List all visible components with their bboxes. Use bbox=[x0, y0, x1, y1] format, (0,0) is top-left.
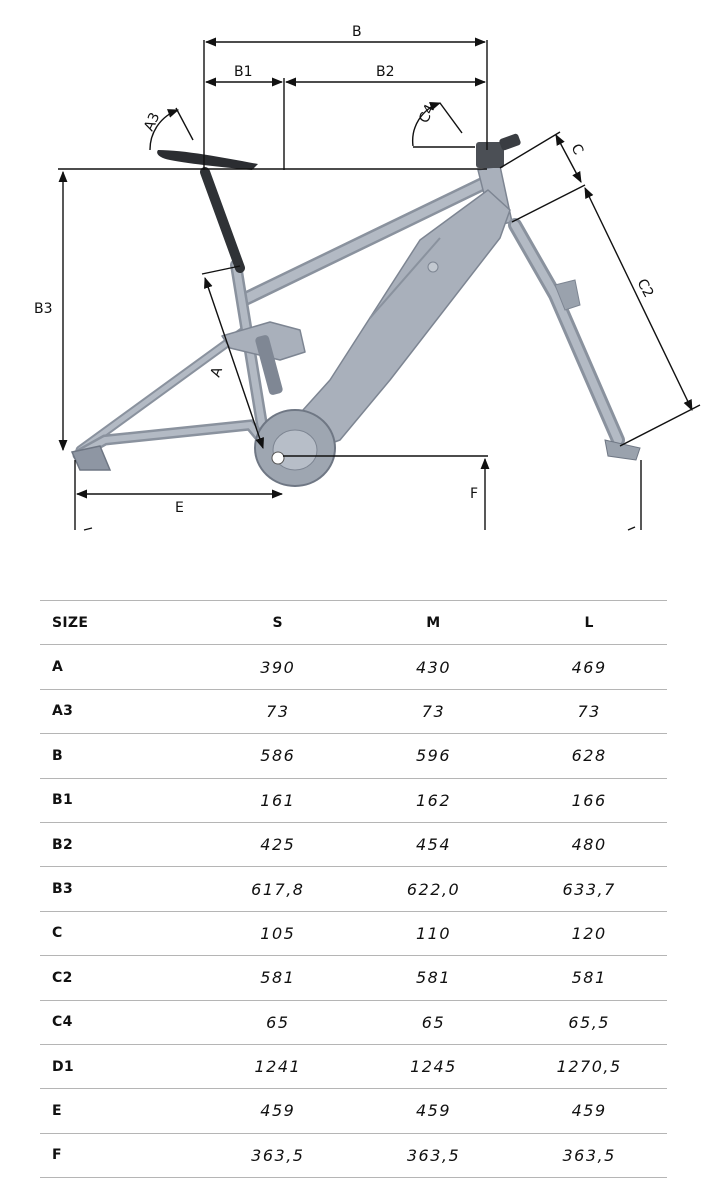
cell-s: 617,8 bbox=[200, 867, 356, 911]
cell-m: 363,5 bbox=[356, 1133, 512, 1177]
table-row bbox=[40, 911, 667, 955]
cell-m: 162 bbox=[356, 778, 512, 822]
table-row bbox=[40, 1089, 667, 1133]
cell-l: 469 bbox=[511, 645, 667, 689]
cell-l: 65,5 bbox=[511, 1000, 667, 1044]
row-label: B2 bbox=[40, 822, 200, 866]
label-b1: B1 bbox=[234, 64, 253, 80]
cell-l: 120 bbox=[511, 911, 667, 955]
label-e: E bbox=[175, 500, 184, 516]
cell-s: 105 bbox=[200, 911, 356, 955]
row-label: A bbox=[40, 645, 200, 689]
cell-l: 459 bbox=[511, 1089, 667, 1133]
cell-l: 581 bbox=[511, 956, 667, 1000]
cell-m: 1245 bbox=[356, 1044, 512, 1088]
table-row bbox=[40, 867, 667, 911]
label-c4: C4 bbox=[416, 101, 439, 126]
label-a: A bbox=[207, 364, 227, 380]
label-b: B bbox=[352, 24, 362, 40]
row-label: E bbox=[40, 1089, 200, 1133]
cell-l: 628 bbox=[511, 734, 667, 778]
row-label: A3 bbox=[40, 689, 200, 733]
cell-s: 65 bbox=[200, 1000, 356, 1044]
cell-m: 596 bbox=[356, 734, 512, 778]
cell-s: 581 bbox=[200, 956, 356, 1000]
row-label: B3 bbox=[40, 867, 200, 911]
cell-m: 622,0 bbox=[356, 867, 512, 911]
bike-geometry-diagram bbox=[0, 0, 706, 560]
cell-s: 425 bbox=[200, 822, 356, 866]
label-c: C bbox=[567, 141, 587, 158]
cell-m: 454 bbox=[356, 822, 512, 866]
cell-s: 73 bbox=[200, 689, 356, 733]
table-header-row bbox=[40, 601, 667, 645]
cell-l: 633,7 bbox=[511, 867, 667, 911]
row-label: F bbox=[40, 1133, 200, 1177]
row-label: B1 bbox=[40, 778, 200, 822]
cell-l: 480 bbox=[511, 822, 667, 866]
cell-m: 110 bbox=[356, 911, 512, 955]
row-label: C2 bbox=[40, 956, 200, 1000]
table-row bbox=[40, 689, 667, 733]
header-s: S bbox=[200, 601, 356, 645]
cell-s: 161 bbox=[200, 778, 356, 822]
table-row bbox=[40, 1044, 667, 1088]
label-b3: B3 bbox=[34, 301, 53, 317]
table-row bbox=[40, 645, 667, 689]
cell-s: 390 bbox=[200, 645, 356, 689]
table-row bbox=[40, 1000, 667, 1044]
row-label: C bbox=[40, 911, 200, 955]
label-c2: C2 bbox=[633, 276, 657, 301]
table-row bbox=[40, 734, 667, 778]
header-size: SIZE bbox=[40, 601, 200, 645]
row-label: D1 bbox=[40, 1044, 200, 1088]
table-row bbox=[40, 822, 667, 866]
cell-s: 363,5 bbox=[200, 1133, 356, 1177]
cell-m: 65 bbox=[356, 1000, 512, 1044]
cell-m: 459 bbox=[356, 1089, 512, 1133]
row-label: B bbox=[40, 734, 200, 778]
cell-m: 430 bbox=[356, 645, 512, 689]
cell-s: 586 bbox=[200, 734, 356, 778]
geometry-table bbox=[40, 600, 667, 1178]
table-row bbox=[40, 1133, 667, 1177]
cell-m: 73 bbox=[356, 689, 512, 733]
table-row bbox=[40, 778, 667, 822]
bike-frame-illustration bbox=[72, 133, 640, 486]
cell-l: 1270,5 bbox=[511, 1044, 667, 1088]
table-row bbox=[40, 956, 667, 1000]
label-f: F bbox=[470, 486, 479, 502]
cell-m: 581 bbox=[356, 956, 512, 1000]
cell-s: 459 bbox=[200, 1089, 356, 1133]
header-m: M bbox=[356, 601, 512, 645]
header-l: L bbox=[511, 601, 667, 645]
cell-l: 73 bbox=[511, 689, 667, 733]
cell-s: 1241 bbox=[200, 1044, 356, 1088]
row-label: C4 bbox=[40, 1000, 200, 1044]
label-b2: B2 bbox=[376, 64, 395, 80]
label-a3: A3 bbox=[141, 110, 164, 134]
cell-l: 166 bbox=[511, 778, 667, 822]
cell-l: 363,5 bbox=[511, 1133, 667, 1177]
